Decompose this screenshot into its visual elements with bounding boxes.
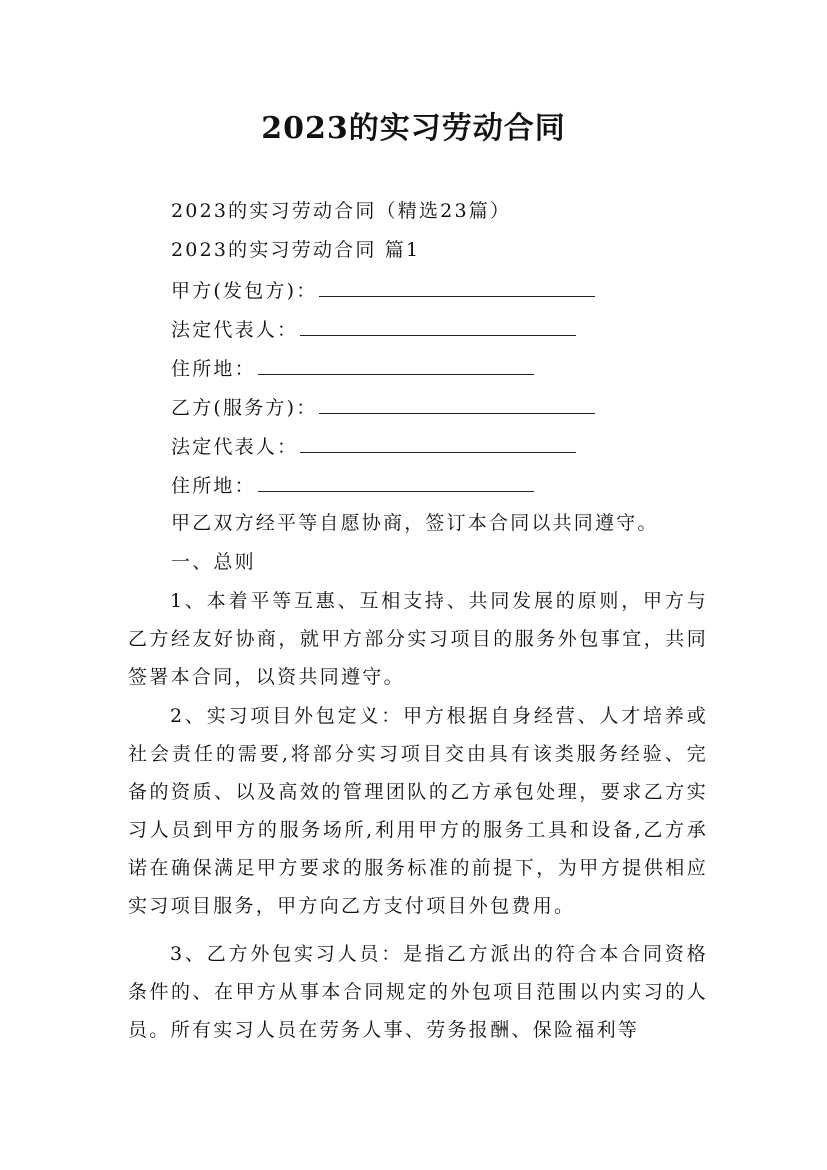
party-a-blank-line [319,276,595,297]
party-b-address-blank-line [258,471,534,492]
party-a-address-blank-line [258,354,534,375]
party-b-rep-label: 法定代表人： [171,436,299,458]
party-b-rep-row [171,432,576,460]
party-a-rep-label: 法定代表人： [171,319,299,341]
party-a-rep-row [171,315,576,343]
party-a-rep-blank-line [300,315,576,336]
clause-paragraph-1: 1、本着平等互惠、互相支持、共同发展的原则，甲方与乙方经友好协商，就甲方部分实习项目的服务外包事宜，共同签署本合同，以资共同遵守。 [128,590,708,688]
clause-paragraph-3: 3、乙方外包实习人员：是指乙方派出的符合本合同资格条件的、在甲方从事本合同规定的外包项目范围以内实习的人员。所有实习人员在劳务人事、劳务报酬、保险福利等 [128,943,708,1041]
party-a-address-label: 住所地： [171,358,256,380]
party-b-rep-blank-line [300,432,576,453]
document-title: 2023的实习劳动合同 [261,111,566,146]
party-a-address-row [171,354,534,382]
party-b-label: 乙方(服务方)： [171,397,318,419]
party-a-label: 甲方(发包方)： [171,280,318,302]
chapter-heading: 一、总则 [171,551,256,573]
party-b-row [171,393,595,421]
party-a-row [171,276,595,304]
document-subtitle: 2023的实习劳动合同（精选23篇） [171,200,512,222]
clause-paragraph-2: 2、实习项目外包定义：甲方根据自身经营、人才培养或社会责任的需要,将部分实习项目交由具有该类服务经验、完备的资质、以及高效的管理团队的乙方承包处理，要求乙方实习人员到甲方的服务场所,利用甲方的服务工具和设备,乙方承诺在确保满足甲方要求的服务标准的前提下，为甲方提供相应实习项目服务，甲方向乙方支付项目外包费用。 [128,705,708,917]
agreement-statement: 甲乙双方经平等自愿协商，签订本合同以共同遵守。 [171,512,659,534]
party-b-address-row [171,471,534,499]
party-b-blank-line [319,393,595,414]
party-b-address-label: 住所地： [171,475,256,497]
section-heading: 2023的实习劳动合同 篇1 [171,239,421,261]
